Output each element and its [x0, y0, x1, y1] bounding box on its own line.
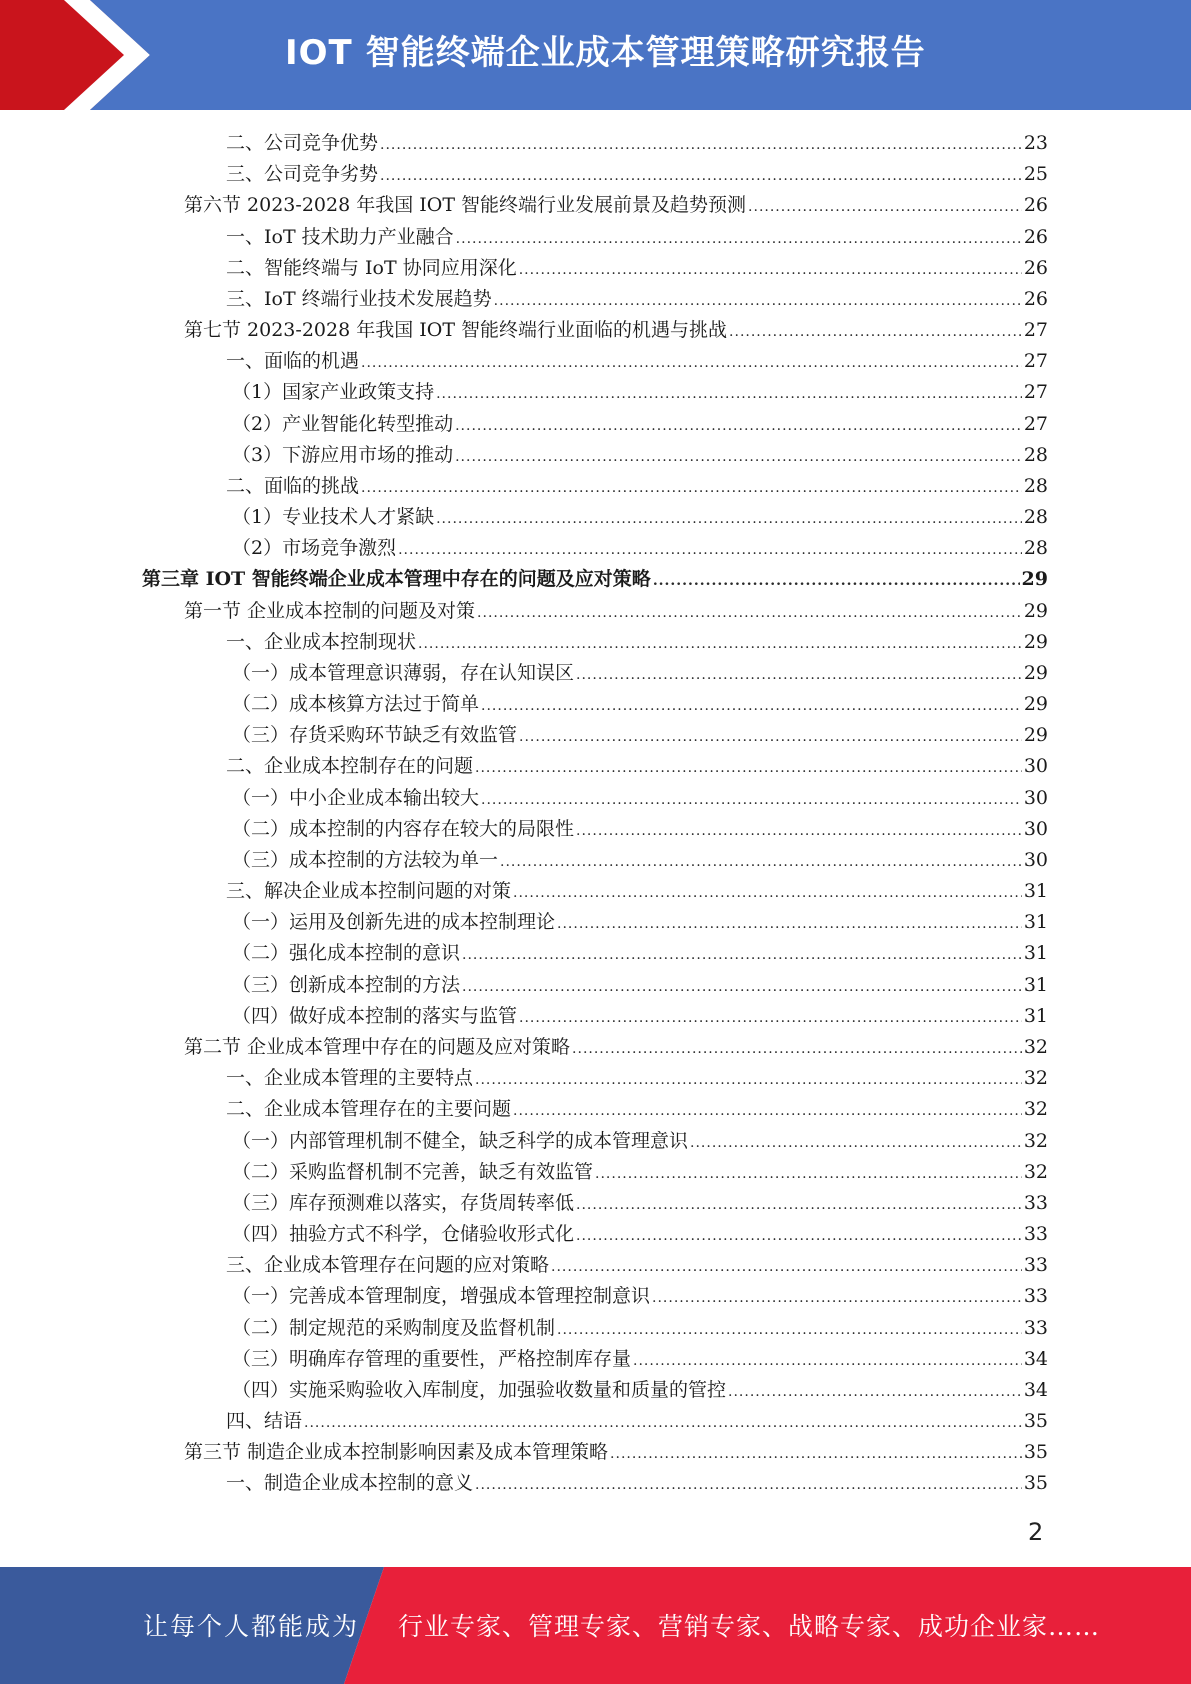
- page-header: [0, 0, 1191, 110]
- toc-entry-page: 33: [1023, 1191, 1048, 1214]
- toc-entry-page: 29: [1023, 599, 1048, 622]
- toc-entry[interactable]: [142, 502, 1048, 533]
- toc-leader-dots: [361, 473, 1022, 504]
- toc-leader-dots: [595, 1159, 1022, 1190]
- toc-entry-page: 34: [1023, 1347, 1048, 1370]
- report-title: IOT 智能终端企业成本管理策略研究报告: [285, 33, 926, 73]
- toc-entry-page: 32: [1023, 1129, 1048, 1152]
- toc-entry-page: 31: [1023, 973, 1048, 996]
- toc-entry-title: （1）国家产业政策支持: [232, 381, 435, 404]
- toc-leader-dots: [494, 286, 1022, 317]
- toc-leader-dots: [513, 1096, 1022, 1127]
- toc-entry[interactable]: [142, 190, 1048, 221]
- toc-entry-title: （2）产业智能化转型推动: [232, 412, 454, 435]
- toc-entry[interactable]: [142, 1281, 1048, 1312]
- toc-entry[interactable]: [142, 689, 1048, 720]
- toc-leader-dots: [557, 1315, 1022, 1346]
- toc-entry-title: （一）成本管理意识薄弱，存在认知误区: [232, 661, 575, 684]
- toc-entry-page: 29: [1023, 724, 1048, 747]
- toc-entry[interactable]: [142, 751, 1048, 782]
- toc-leader-dots: [475, 753, 1022, 784]
- toc-entry-title: 第三节 制造企业成本控制影响因素及成本管理策略: [184, 1441, 609, 1464]
- toc-entry-title: （三）库存预测难以落实，存货周转率低: [232, 1191, 575, 1214]
- toc-entry-title: 三、解决企业成本控制问题的对策: [226, 880, 512, 903]
- toc-entry[interactable]: [142, 1126, 1048, 1157]
- toc-entry[interactable]: [142, 346, 1048, 377]
- toc-entry[interactable]: [142, 845, 1048, 876]
- toc-entry-title: 四、结语: [226, 1410, 303, 1433]
- toc-entry[interactable]: [142, 1468, 1048, 1499]
- toc-entry-page: 29: [1023, 630, 1048, 653]
- toc-entry[interactable]: [142, 1001, 1048, 1032]
- toc-entry-title: 一、IoT 技术助力产业融合: [226, 225, 454, 248]
- toc-leader-dots: [380, 130, 1022, 161]
- toc-entry-title: （一）完善成本管理制度，增强成本管理控制意识: [232, 1285, 651, 1308]
- toc-entry[interactable]: [142, 1313, 1048, 1344]
- toc-entry-page: 28: [1023, 443, 1048, 466]
- toc-leader-dots: [652, 1283, 1022, 1314]
- toc-entry[interactable]: [142, 596, 1048, 627]
- toc-entry-title: 二、公司竞争优势: [226, 132, 379, 154]
- toc-entry-page: 35: [1023, 1410, 1048, 1433]
- toc-entry-page: 35: [1023, 1441, 1048, 1464]
- toc-leader-dots: [481, 785, 1022, 816]
- toc-entry-title: 第七节 2023-2028 年我国 IOT 智能终端行业面临的机遇与挑战: [184, 319, 728, 342]
- toc-leader-dots: [475, 1065, 1022, 1096]
- toc-entry-page: 32: [1023, 1160, 1048, 1183]
- toc-leader-dots: [481, 691, 1022, 722]
- toc-entry[interactable]: [142, 1188, 1048, 1219]
- toc-entry-title: 一、面临的机遇: [226, 350, 360, 373]
- toc-entry-page: 28: [1023, 474, 1048, 497]
- toc-entry-page: 31: [1023, 1004, 1048, 1027]
- toc-leader-dots: [304, 1408, 1022, 1439]
- toc-leader-dots: [576, 660, 1022, 691]
- header-arrow-decoration: [0, 0, 150, 110]
- toc-entry[interactable]: [142, 627, 1048, 658]
- toc-entry-page: 31: [1023, 942, 1048, 965]
- toc-entry-title: （二）制定规范的采购制度及监督机制: [232, 1316, 556, 1339]
- toc-entry-page: 32: [1023, 1035, 1048, 1058]
- toc-entry-title: （二）成本控制的内容存在较大的局限性: [232, 817, 575, 840]
- toc-entry-page: 28: [1023, 506, 1048, 529]
- toc-entry-title: 二、面临的挑战: [226, 474, 360, 497]
- toc-leader-dots: [361, 348, 1022, 379]
- toc-entry-title: 第六节 2023-2028 年我国 IOT 智能终端行业发展前景及趋势预测: [184, 194, 747, 217]
- toc-leader-dots: [633, 1346, 1022, 1377]
- toc-entry-title: 三、公司竞争劣势: [226, 163, 379, 186]
- toc-entry-title: （三）成本控制的方法较为单一: [232, 848, 499, 871]
- toc-entry[interactable]: [142, 814, 1048, 845]
- toc-leader-dots: [380, 161, 1022, 192]
- toc-leader-dots: [398, 535, 1022, 566]
- toc-entry-page: 32: [1023, 1067, 1048, 1090]
- toc-entry-page: 31: [1023, 911, 1048, 934]
- toc-entry[interactable]: [142, 1375, 1048, 1406]
- footer-slogan-left: 让每个人都能成为: [143, 1612, 360, 1641]
- table-of-contents: [142, 128, 1048, 1500]
- toc-entry-title: （三）存货采购环节缺乏有效监管: [232, 724, 518, 747]
- toc-leader-dots: [576, 816, 1022, 847]
- toc-entry-title: （3）下游应用市场的推动: [232, 443, 454, 466]
- toc-entry-page: 30: [1023, 786, 1048, 809]
- toc-entry-title: 二、企业成本控制存在的问题: [226, 755, 474, 778]
- toc-entry-page: 26: [1023, 194, 1048, 217]
- toc-leader-dots: [576, 1190, 1022, 1221]
- toc-entry[interactable]: [142, 159, 1048, 190]
- toc-leader-dots: [475, 1470, 1022, 1501]
- toc-entry[interactable]: [142, 253, 1048, 284]
- toc-entry-page: 33: [1023, 1316, 1048, 1339]
- toc-entry-title: （一）内部管理机制不健全，缺乏科学的成本管理意识: [232, 1129, 689, 1152]
- toc-entry-page: 27: [1023, 350, 1048, 373]
- toc-entry-title: （2）市场竞争激烈: [232, 537, 397, 560]
- toc-entry-title: （四）抽验方式不科学，仓储验收形式化: [232, 1223, 575, 1246]
- page-footer: [0, 1567, 1191, 1684]
- toc-entry[interactable]: [142, 1094, 1048, 1125]
- toc-entry[interactable]: [142, 377, 1048, 408]
- toc-leader-dots: [690, 1128, 1022, 1159]
- toc-entry[interactable]: [142, 222, 1048, 253]
- toc-entry-page: 28: [1023, 537, 1048, 560]
- toc-leader-dots: [513, 878, 1022, 909]
- toc-leader-dots: [610, 1439, 1022, 1470]
- toc-entry-title: （三）明确库存管理的重要性，严格控制库存量: [232, 1347, 632, 1370]
- toc-leader-dots: [456, 224, 1022, 255]
- toc-entry-title: 一、企业成本控制现状: [226, 630, 417, 653]
- toc-leader-dots: [576, 1221, 1022, 1252]
- toc-entry[interactable]: [142, 1157, 1048, 1188]
- toc-entry[interactable]: [142, 1250, 1048, 1281]
- toc-entry-page: 33: [1023, 1285, 1048, 1308]
- toc-leader-dots: [519, 722, 1022, 753]
- toc-entry[interactable]: [142, 938, 1048, 969]
- toc-entry-title: 一、企业成本管理的主要特点: [226, 1067, 474, 1090]
- toc-entry-page: 31: [1023, 880, 1048, 903]
- toc-entry[interactable]: [142, 658, 1048, 689]
- toc-entry-page: 33: [1023, 1254, 1048, 1277]
- toc-entry[interactable]: [142, 1406, 1048, 1437]
- toc-entry-title: 第二节 企业成本管理中存在的问题及应对策略: [184, 1035, 571, 1058]
- toc-leader-dots: [519, 1003, 1022, 1034]
- toc-entry-title: 第三章 IOT 智能终端企业成本管理中存在的问题及应对策略: [142, 568, 651, 591]
- toc-entry[interactable]: [142, 1063, 1048, 1094]
- toc-entry-page: 27: [1023, 381, 1048, 404]
- toc-entry[interactable]: [142, 970, 1048, 1001]
- toc-entry[interactable]: [142, 533, 1048, 564]
- toc-leader-dots: [436, 379, 1022, 410]
- toc-entry[interactable]: [142, 1344, 1048, 1375]
- toc-leader-dots: [551, 1252, 1022, 1283]
- toc-leader-dots: [477, 598, 1022, 629]
- toc-entry-title: （三）创新成本控制的方法: [232, 973, 461, 996]
- toc-entry-title: （二）强化成本控制的意识: [232, 942, 461, 965]
- toc-entry-title: （一）运用及创新先进的成本控制理论: [232, 911, 556, 934]
- toc-entry[interactable]: [142, 128, 1048, 159]
- toc-entry[interactable]: [142, 315, 1048, 346]
- footer-slogan-right: 行业专家、管理专家、营销专家、战略专家、成功企业家……: [398, 1612, 1101, 1641]
- toc-entry-page: 29: [1021, 568, 1048, 591]
- toc-entry-page: 23: [1023, 132, 1048, 154]
- toc-leader-dots: [455, 442, 1022, 473]
- toc-entry-title: 第一节 企业成本控制的问题及对策: [184, 599, 476, 622]
- toc-leader-dots: [436, 504, 1022, 535]
- page-number: 2: [1028, 1518, 1044, 1546]
- toc-entry-title: （四）做好成本控制的落实与监管: [232, 1004, 518, 1027]
- toc-entry-page: 30: [1023, 848, 1048, 871]
- toc-entry[interactable]: [142, 1219, 1048, 1250]
- toc-entry-page: 35: [1023, 1472, 1048, 1495]
- toc-leader-dots: [519, 255, 1022, 286]
- toc-entry-title: 三、企业成本管理存在问题的应对策略: [226, 1254, 550, 1277]
- toc-entry-title: 三、IoT 终端行业技术发展趋势: [226, 287, 492, 310]
- toc-entry-title: 一、制造企业成本控制的意义: [226, 1472, 474, 1495]
- toc-entry[interactable]: [142, 783, 1048, 814]
- toc-leader-dots: [557, 909, 1022, 940]
- toc-entry-page: 26: [1023, 256, 1048, 279]
- toc-entry-title: （二）成本核算方法过于简单: [232, 693, 480, 716]
- toc-entry-title: 二、智能终端与 IoT 协同应用深化: [226, 256, 517, 279]
- toc-entry-title: （1）专业技术人才紧缺: [232, 506, 435, 529]
- toc-entry-page: 30: [1023, 817, 1048, 840]
- toc-entry[interactable]: [142, 440, 1048, 471]
- toc-leader-dots: [455, 411, 1022, 442]
- toc-entry-page: 32: [1023, 1098, 1048, 1121]
- toc-entry[interactable]: [142, 720, 1048, 751]
- toc-entry-page: 27: [1023, 412, 1048, 435]
- toc-entry[interactable]: [142, 1437, 1048, 1468]
- toc-entry[interactable]: [142, 471, 1048, 502]
- toc-leader-dots: [728, 1377, 1022, 1408]
- toc-entry-title: （一）中小企业成本输出较大: [232, 786, 480, 809]
- toc-entry[interactable]: [142, 1032, 1048, 1063]
- toc-entry-page: 27: [1023, 319, 1048, 342]
- toc-leader-dots: [462, 940, 1022, 971]
- toc-leader-dots: [748, 192, 1022, 223]
- toc-entry-title: （二）采购监督机制不完善，缺乏有效监管: [232, 1160, 594, 1183]
- toc-leader-dots: [572, 1034, 1022, 1065]
- toc-leader-dots: [729, 317, 1022, 348]
- toc-entry[interactable]: [142, 907, 1048, 938]
- toc-entry-page: 26: [1023, 287, 1048, 310]
- toc-entry-page: 25: [1023, 163, 1048, 186]
- toc-entry-page: 33: [1023, 1223, 1048, 1246]
- toc-entry[interactable]: [142, 409, 1048, 440]
- toc-entry-title: 二、企业成本管理存在的主要问题: [226, 1098, 512, 1121]
- toc-leader-dots: [653, 566, 1020, 597]
- toc-entry-page: 30: [1023, 755, 1048, 778]
- toc-leader-dots: [500, 847, 1022, 878]
- toc-entry-title: （四）实施采购验收入库制度，加强验收数量和质量的管控: [232, 1378, 727, 1401]
- toc-entry[interactable]: [142, 564, 1048, 595]
- toc-entry[interactable]: [142, 284, 1048, 315]
- toc-entry-page: 29: [1023, 661, 1048, 684]
- toc-entry-page: 26: [1023, 225, 1048, 248]
- toc-leader-dots: [418, 629, 1022, 660]
- toc-entry-page: 29: [1023, 693, 1048, 716]
- toc-entry-page: 34: [1023, 1378, 1048, 1401]
- toc-entry[interactable]: [142, 876, 1048, 907]
- toc-leader-dots: [462, 972, 1022, 1003]
